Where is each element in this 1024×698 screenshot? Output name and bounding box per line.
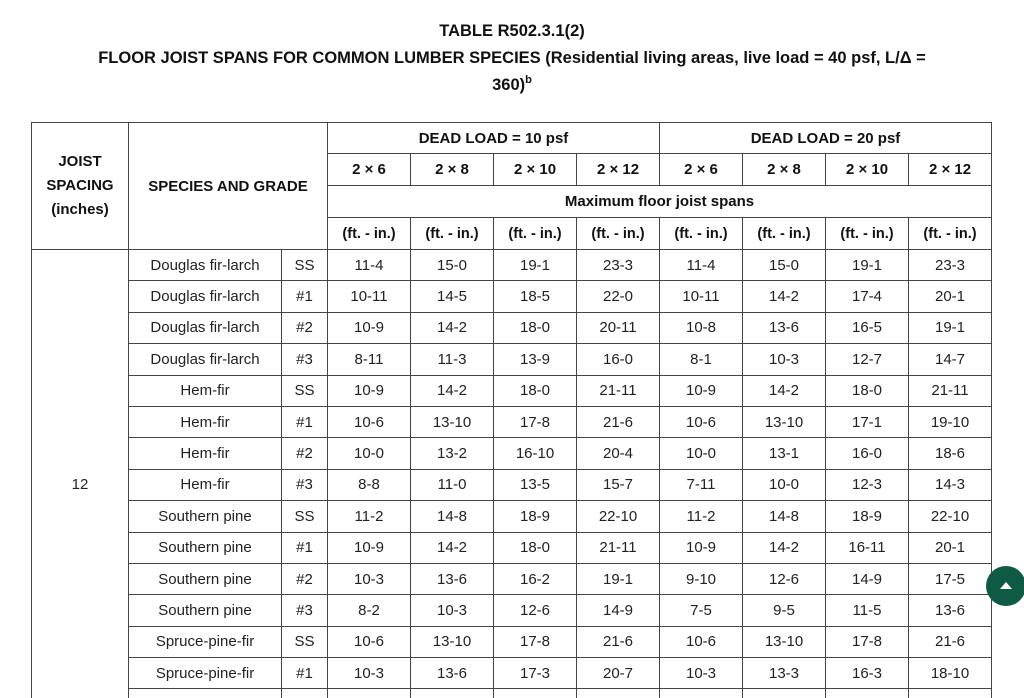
span-cell: 13-6 — [411, 563, 494, 594]
empty-cell — [743, 689, 826, 698]
span-cell: 10-9 — [328, 375, 411, 406]
span-cell: 10-6 — [660, 406, 743, 437]
span-cell: 14-2 — [743, 281, 826, 312]
span-cell: 22-0 — [577, 281, 660, 312]
span-cell: 18-9 — [826, 501, 909, 532]
span-cell: 9-10 — [660, 563, 743, 594]
span-cell: 11-2 — [328, 501, 411, 532]
span-cell: 20-11 — [577, 312, 660, 343]
empty-cell — [826, 689, 909, 698]
span-cell: 13-2 — [411, 438, 494, 469]
empty-cell — [909, 689, 992, 698]
span-cell: 20-1 — [909, 532, 992, 563]
span-cell: 10-0 — [743, 469, 826, 500]
species-cell: Douglas fir-larch — [129, 281, 282, 312]
span-cell: 10-11 — [328, 281, 411, 312]
table-header — [32, 123, 992, 250]
empty-cell — [282, 689, 328, 698]
table-row — [32, 658, 992, 689]
span-cell: 18-9 — [494, 501, 577, 532]
header-joist-spacing — [32, 123, 129, 250]
span-cell: 16-3 — [826, 658, 909, 689]
table-row — [32, 406, 992, 437]
span-cell: 13-10 — [411, 406, 494, 437]
span-cell: 23-3 — [577, 250, 660, 281]
span-cell: 14-2 — [743, 375, 826, 406]
table-row — [32, 312, 992, 343]
span-cell: 10-11 — [660, 281, 743, 312]
table-row — [32, 281, 992, 312]
grade-cell: #1 — [282, 658, 328, 689]
header-dead-load-20: DEAD LOAD = 20 psf — [660, 123, 992, 154]
span-cell: 14-2 — [411, 312, 494, 343]
span-cell: 20-7 — [577, 658, 660, 689]
empty-cell — [577, 689, 660, 698]
span-cell: 21-11 — [577, 532, 660, 563]
joist-spacing-cell: 12 — [32, 250, 129, 698]
table-row-partial — [32, 689, 992, 698]
header-max-floor-joist-spans: Maximum floor joist spans — [328, 186, 992, 218]
table-row — [32, 438, 992, 469]
span-cell: 10-3 — [411, 595, 494, 626]
span-cell: 10-9 — [660, 532, 743, 563]
span-cell: 14-2 — [743, 532, 826, 563]
span-cell: 13-10 — [411, 626, 494, 657]
span-cell: 19-1 — [494, 250, 577, 281]
span-cell: 16-11 — [826, 532, 909, 563]
empty-cell — [411, 689, 494, 698]
span-cell: 14-9 — [577, 595, 660, 626]
scroll-to-top-button[interactable] — [986, 566, 1024, 606]
grade-cell: SS — [282, 501, 328, 532]
table-caption — [0, 18, 1024, 99]
span-cell: 17-8 — [494, 406, 577, 437]
header-unit: (ft. - in.) — [909, 218, 992, 250]
span-cell: 12-6 — [494, 595, 577, 626]
span-cell: 13-5 — [494, 469, 577, 500]
empty-cell — [328, 689, 411, 698]
span-cell: 19-10 — [909, 406, 992, 437]
span-cell: 11-0 — [411, 469, 494, 500]
span-cell: 10-8 — [660, 312, 743, 343]
span-cell: 21-6 — [909, 626, 992, 657]
span-cell: 12-3 — [826, 469, 909, 500]
table-row — [32, 250, 992, 281]
floor-joist-span-table — [31, 122, 992, 698]
span-cell: 18-5 — [494, 281, 577, 312]
span-cell: 16-10 — [494, 438, 577, 469]
span-cell: 10-9 — [328, 312, 411, 343]
header-size: 2 × 8 — [743, 154, 826, 186]
span-cell: 14-7 — [909, 344, 992, 375]
span-cell: 10-6 — [328, 626, 411, 657]
grade-cell: #3 — [282, 469, 328, 500]
span-cell: 8-2 — [328, 595, 411, 626]
table-number: TABLE R502.3.1(2) — [439, 22, 585, 40]
table-title-line-1: FLOOR JOIST SPANS FOR COMMON LUMBER SPECIES (Residential living areas, live load = 40 psf, L/Δ = — [98, 49, 926, 67]
species-cell: Hem-fir — [129, 375, 282, 406]
span-cell: 13-3 — [743, 658, 826, 689]
species-cell: Douglas fir-larch — [129, 312, 282, 343]
span-cell: 14-8 — [411, 501, 494, 532]
span-cell: 14-9 — [826, 563, 909, 594]
span-cell: 11-4 — [328, 250, 411, 281]
span-cell: 11-4 — [660, 250, 743, 281]
span-cell: 21-6 — [577, 406, 660, 437]
span-cell: 17-1 — [826, 406, 909, 437]
span-cell: 8-11 — [328, 344, 411, 375]
table-row — [32, 375, 992, 406]
span-cell: 14-8 — [743, 501, 826, 532]
span-cell: 8-8 — [328, 469, 411, 500]
span-cell: 13-9 — [494, 344, 577, 375]
span-cell: 9-5 — [743, 595, 826, 626]
header-unit: (ft. - in.) — [494, 218, 577, 250]
span-cell: 21-6 — [577, 626, 660, 657]
span-cell: 20-1 — [909, 281, 992, 312]
species-cell: Southern pine — [129, 532, 282, 563]
span-cell: 10-0 — [660, 438, 743, 469]
span-cell: 17-8 — [494, 626, 577, 657]
table-row — [32, 344, 992, 375]
header-joist-spacing-line-3: (inches) — [51, 201, 109, 218]
span-cell: 14-2 — [411, 375, 494, 406]
span-cell: 13-6 — [909, 595, 992, 626]
header-unit: (ft. - in.) — [660, 218, 743, 250]
species-cell: Hem-fir — [129, 469, 282, 500]
span-cell: 7-5 — [660, 595, 743, 626]
grade-cell: SS — [282, 375, 328, 406]
species-cell: Douglas fir-larch — [129, 250, 282, 281]
span-cell: 13-1 — [743, 438, 826, 469]
span-cell: 17-3 — [494, 658, 577, 689]
header-size: 2 × 6 — [328, 154, 411, 186]
species-cell: Spruce-pine-fir — [129, 626, 282, 657]
span-cell: 17-4 — [826, 281, 909, 312]
header-unit: (ft. - in.) — [411, 218, 494, 250]
grade-cell: #2 — [282, 312, 328, 343]
table-row — [32, 595, 992, 626]
header-unit: (ft. - in.) — [826, 218, 909, 250]
span-cell: 18-0 — [494, 312, 577, 343]
span-cell: 13-6 — [743, 312, 826, 343]
span-cell: 15-0 — [411, 250, 494, 281]
empty-cell — [494, 689, 577, 698]
species-cell: Spruce-pine-fir — [129, 658, 282, 689]
table-row — [32, 626, 992, 657]
table-row — [32, 563, 992, 594]
grade-cell: #3 — [282, 595, 328, 626]
span-cell: 17-8 — [826, 626, 909, 657]
span-cell: 16-5 — [826, 312, 909, 343]
header-dead-load-10: DEAD LOAD = 10 psf — [328, 123, 660, 154]
span-cell: 18-0 — [494, 375, 577, 406]
span-cell: 10-3 — [328, 563, 411, 594]
span-cell: 18-0 — [494, 532, 577, 563]
span-cell: 21-11 — [909, 375, 992, 406]
grade-cell: #3 — [282, 344, 328, 375]
span-cell: 15-0 — [743, 250, 826, 281]
span-cell: 10-9 — [660, 375, 743, 406]
span-cell: 21-11 — [577, 375, 660, 406]
header-species-and-grade: SPECIES AND GRADE — [129, 123, 328, 250]
span-cell: 10-6 — [328, 406, 411, 437]
empty-cell — [129, 689, 282, 698]
span-cell: 8-1 — [660, 344, 743, 375]
table-row — [32, 469, 992, 500]
span-cell: 16-2 — [494, 563, 577, 594]
empty-cell — [660, 689, 743, 698]
span-cell: 10-3 — [328, 658, 411, 689]
span-cell: 16-0 — [577, 344, 660, 375]
span-cell: 10-3 — [743, 344, 826, 375]
header-unit: (ft. - in.) — [328, 218, 411, 250]
header-size: 2 × 6 — [660, 154, 743, 186]
span-cell: 19-1 — [577, 563, 660, 594]
grade-cell: #2 — [282, 438, 328, 469]
header-size: 2 × 10 — [826, 154, 909, 186]
header-size: 2 × 12 — [909, 154, 992, 186]
species-cell: Southern pine — [129, 501, 282, 532]
species-cell: Hem-fir — [129, 438, 282, 469]
grade-cell: #2 — [282, 563, 328, 594]
table-title-line-2 — [0, 72, 1024, 99]
span-cell: 17-5 — [909, 563, 992, 594]
grade-cell: #1 — [282, 532, 328, 563]
header-size: 2 × 8 — [411, 154, 494, 186]
header-size: 2 × 10 — [494, 154, 577, 186]
header-size: 2 × 12 — [577, 154, 660, 186]
table-row — [32, 532, 992, 563]
table-body — [32, 250, 992, 698]
header-unit: (ft. - in.) — [577, 218, 660, 250]
span-cell: 7-11 — [660, 469, 743, 500]
species-cell: Douglas fir-larch — [129, 344, 282, 375]
species-cell: Southern pine — [129, 563, 282, 594]
table-row — [32, 501, 992, 532]
footnote-marker: b — [525, 74, 532, 86]
span-cell: 14-2 — [411, 532, 494, 563]
span-cell: 10-6 — [660, 626, 743, 657]
triangle-up-icon — [1000, 582, 1012, 589]
species-cell: Hem-fir — [129, 406, 282, 437]
span-cell: 19-1 — [826, 250, 909, 281]
grade-cell: SS — [282, 250, 328, 281]
span-cell: 22-10 — [577, 501, 660, 532]
span-cell: 23-3 — [909, 250, 992, 281]
span-cell: 10-3 — [660, 658, 743, 689]
span-cell: 10-9 — [328, 532, 411, 563]
span-cell: 10-0 — [328, 438, 411, 469]
header-joist-spacing-line-1: JOIST — [58, 153, 102, 170]
span-cell: 16-0 — [826, 438, 909, 469]
span-cell: 11-3 — [411, 344, 494, 375]
grade-cell: #1 — [282, 281, 328, 312]
span-cell: 15-7 — [577, 469, 660, 500]
grade-cell: SS — [282, 626, 328, 657]
span-cell: 14-5 — [411, 281, 494, 312]
span-cell: 12-7 — [826, 344, 909, 375]
span-cell: 13-10 — [743, 406, 826, 437]
span-cell: 18-6 — [909, 438, 992, 469]
span-cell: 13-6 — [411, 658, 494, 689]
table-title-line-2-text: 360) — [492, 76, 526, 94]
span-cell: 14-3 — [909, 469, 992, 500]
span-cell: 13-10 — [743, 626, 826, 657]
species-cell: Southern pine — [129, 595, 282, 626]
span-cell: 18-10 — [909, 658, 992, 689]
span-cell: 20-4 — [577, 438, 660, 469]
span-cell: 11-2 — [660, 501, 743, 532]
grade-cell: #1 — [282, 406, 328, 437]
span-cell: 12-6 — [743, 563, 826, 594]
span-cell: 18-0 — [826, 375, 909, 406]
span-cell: 11-5 — [826, 595, 909, 626]
span-cell: 19-1 — [909, 312, 992, 343]
header-joist-spacing-line-2: SPACING — [46, 177, 114, 194]
span-cell: 22-10 — [909, 501, 992, 532]
header-unit: (ft. - in.) — [743, 218, 826, 250]
